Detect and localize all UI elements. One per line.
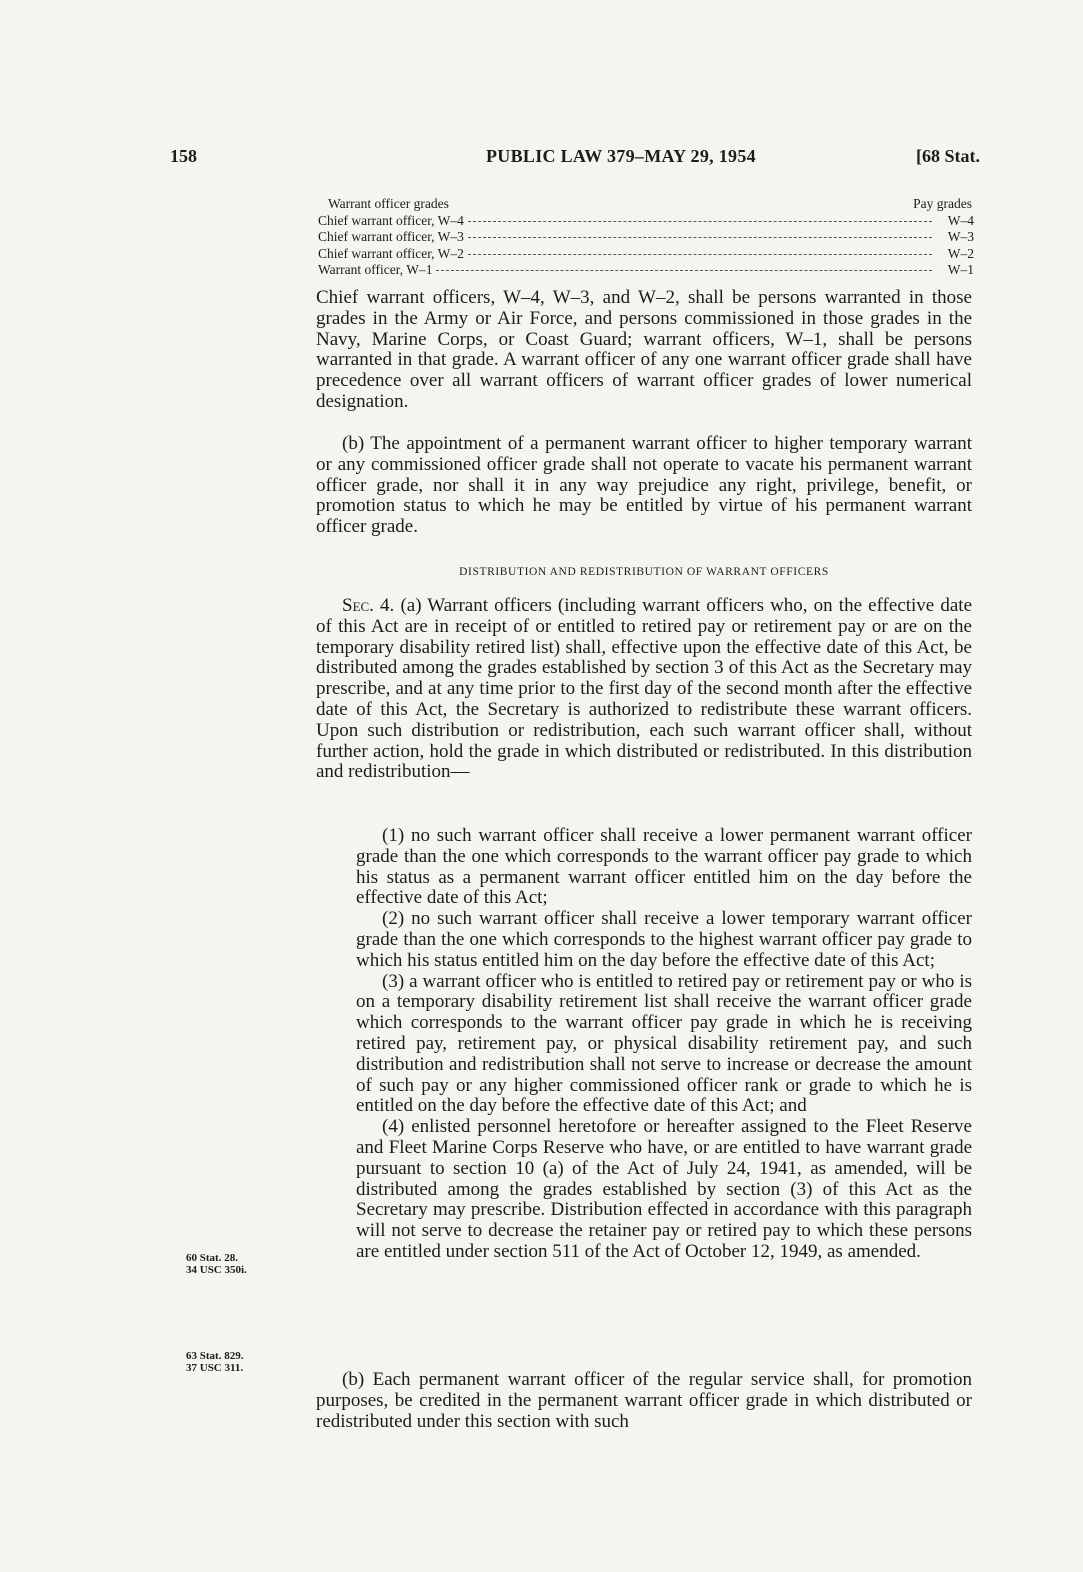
paragraph-sec4-a xyxy=(316,596,972,783)
numbered-items xyxy=(356,826,972,1263)
grades-table xyxy=(318,196,974,279)
pay-cell: W–4 xyxy=(947,213,974,228)
table-header xyxy=(318,196,974,213)
list-item: (4) enlisted personnel heretofore or hereafter assigned to the Fleet Reserve and Fleet Marine Corps Reserve who have, or are entitled to have warrant grade pursuant to section 10 (a) of the Act of July 24, 1941, as amended, will be distributed among the grades established by section (3) of this Act as the Secretary may prescribe. Distribution effected in accordance with this paragraph will not serve to decrease the retainer pay or retired pay to which these persons are entitled under section 511 of the Act of October 12, 1949, as amended. xyxy=(356,1116,972,1262)
paragraph-b-appointment: (b) The appointment of a permanent warrant officer to higher temporary warrant or any commissioned officer grade shall not operate to vacate his permanent warrant officer grade, nor shall it in any way prejudice any right, privilege, benefit, or promotion status to which he may be entitled by virtue of his permanent warrant officer grade. xyxy=(316,433,972,538)
sec4-a-text: (a) Warrant officers (including warrant officers who, on the effective date of this Act are in receipt of or entitled to retired pay or retirement pay or are on the temporary disability retired list) shall, effective upon the effective date of this Act, be distributed among the grades established by section 3 of this Act as the Secretary may prescribe, and at any time prior to the first day of the second month after the effective date of this Act, the Secretary is authorized to redistribute these warrant officers. Upon such distribution or redistribution, each such warrant officer shall, without further action, hold the grade in which distributed or redistributed. In this distribution and redistribution— xyxy=(316,595,973,783)
section-label: Sec. 4. xyxy=(342,595,395,616)
leader-dots xyxy=(436,270,932,271)
paragraph-sec4-b: (b) Each permanent warrant officer of the regular service shall, for promotion purposes, be credited in the permanent warrant officer grade in which distributed or redistributed under this section with such xyxy=(316,1369,972,1432)
margin-note-line: 63 Stat. 829. xyxy=(186,1350,244,1362)
grade-cell: Warrant officer, W–1 xyxy=(318,262,433,278)
pay-cell: W–1 xyxy=(947,262,974,278)
paragraph-chief-warrant: Chief warrant officers, W–4, W–3, and W–2, shall be persons warranted in those grades in the Army or Air Force, and persons commissioned in those grades in the Navy, Marine Corps, or Coast Guard; warrant officers, W–1, shall be persons warranted in that grade. A warrant officer of any one warrant officer grade shall have precedence over all warrant officers of warrant officer grades of lower numerical designation. xyxy=(316,287,972,412)
col-header-pay: Pay grades xyxy=(913,196,972,211)
margin-note-line: 34 USC 350i. xyxy=(186,1264,247,1276)
list-item: (1) no such warrant officer shall receive a lower permanent warrant officer grade than the one which corresponds to the warrant officer pay grade to which his status as a permanent warrant officer entitled him on the day before the effective date of this Act; xyxy=(356,825,972,909)
grade-cell: Chief warrant officer, W–3 xyxy=(318,229,464,245)
section-heading: DISTRIBUTION AND REDISTRIBUTION OF WARRANT OFFICERS xyxy=(459,566,829,578)
page-number: 158 xyxy=(170,146,197,166)
list-item: (2) no such warrant officer shall receive a lower temporary warrant officer grade than the one which corresponds to the highest warrant officer pay grade to which his status entitled him on the day before the effective date of this Act; xyxy=(356,908,972,971)
stat-reference: [68 Stat. xyxy=(916,146,980,166)
page-header xyxy=(170,146,980,172)
margin-note-line: 60 Stat. 28. xyxy=(186,1252,238,1264)
pay-cell: W–2 xyxy=(947,245,974,261)
margin-note xyxy=(186,1350,243,1374)
margin-note-line: 37 USC 311. xyxy=(186,1362,244,1374)
leader-dots xyxy=(468,221,932,222)
grade-cell: Chief warrant officer, W–2 xyxy=(318,245,464,261)
grade-cell: Chief warrant officer, W–4 xyxy=(318,213,464,228)
pay-cell: W–3 xyxy=(947,229,974,245)
col-header-grades: Warrant officer grades xyxy=(328,196,449,211)
margin-note xyxy=(186,1252,247,1276)
leader-dots xyxy=(468,254,932,255)
leader-dots xyxy=(468,237,932,238)
page-title: PUBLIC LAW 379–MAY 29, 1954 xyxy=(486,146,756,166)
table-row xyxy=(318,229,974,245)
table-row xyxy=(318,246,974,262)
table-row xyxy=(318,213,974,229)
list-item: (3) a warrant officer who is entitled to retired pay or retirement pay or who is on a temporary disability retirement list shall receive the warrant officer grade which corresponds to the warrant officer pay grade in which he is receiving retired pay, retirement pay, or physical disability retirement pay, and such distribution and redistribution shall not serve to increase or decrease the amount of such pay or any higher commissioned officer rank or grade to which he is entitled on the day before the effective date of this Act; and xyxy=(356,970,972,1117)
table-row xyxy=(318,262,974,278)
